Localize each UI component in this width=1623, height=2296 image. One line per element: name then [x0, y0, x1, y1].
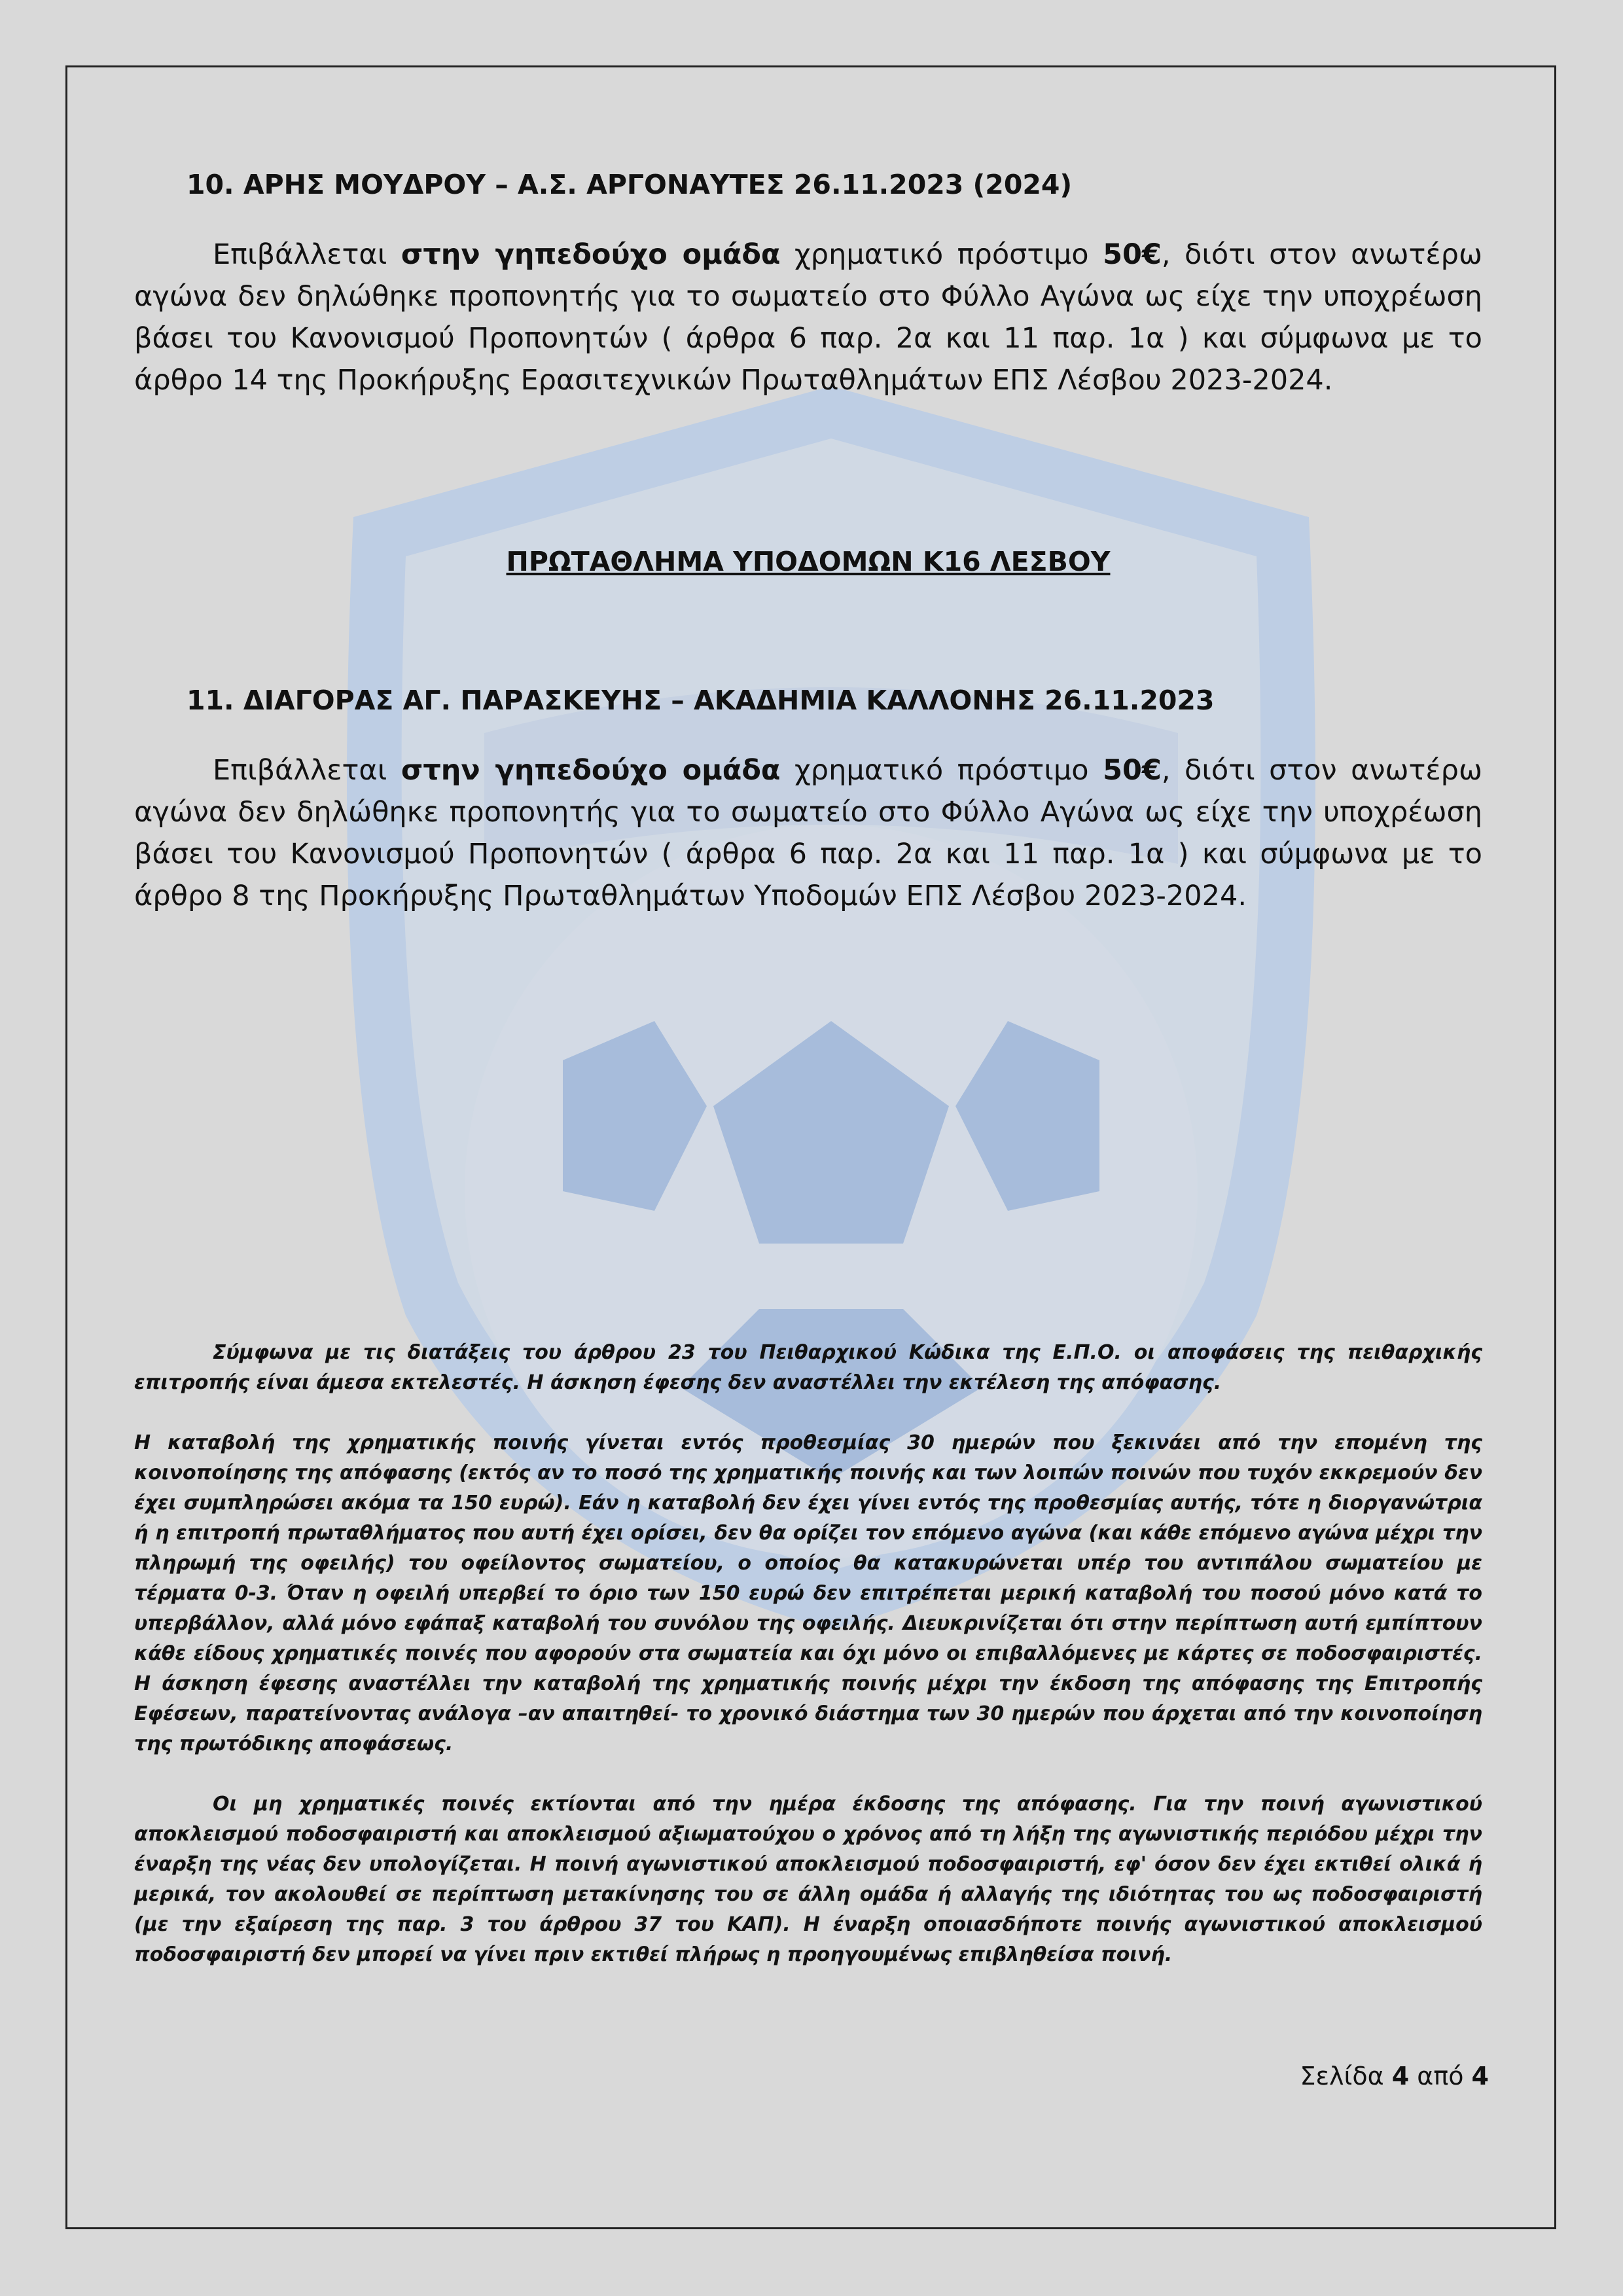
section-11-text-end: , διότι στον ανωτέρω αγώνα δεν δηλώθηκε προπονητής για το σωματείο στο Φύλλο Αγώνα ως είχε την υποχρέωση βάσει του Κανονισμού Προπονητών ( άρθρα 6 παρ. 2α και 11 παρ. 1α ) και σύμφωνα με το άρθρο 8 της Προκήρυξης Πρωταθλημάτων Υποδομών ΕΠΣ Λέσβου 2023-2024. [134, 754, 1482, 912]
section-11-bold-amount: 50€ [1103, 754, 1162, 787]
section-10-text-start: Επιβάλλεται [213, 238, 401, 271]
section-10-paragraph [134, 234, 1482, 401]
section-11-heading: 11. ΔΙΑΓΟΡΑΣ ΑΓ. ΠΑΡΑΣΚΕΥΗΣ – ΑΚΑΔΗΜΙΑ ΚΑΛΛΟΝΗΣ 26.11.2023 [187, 685, 1215, 716]
section-10-bold-amount: 50€ [1103, 238, 1162, 271]
section-10-bold-home-team: στην γηπεδούχο ομάδα [401, 238, 781, 271]
page-number [1300, 2062, 1489, 2090]
legal-note-3: Οι μη χρηματικές ποινές εκτίονται από την ημέρα έκδοσης της απόφασης. Για την ποινή αγωνιστικού αποκλεισμού ποδοσφαιριστή και αποκλεισμού αξιωματούχου ο χρόνος από τη λήξη της αγωνιστικής περιόδου μέχρι την έναρξη της νέας δεν υπολογίζεται. Η ποινή αγωνιστικού αποκλεισμού ποδοσφαιριστή, εφ' όσον δεν έχει εκτιθεί ολικά ή μερικά, τον ακολουθεί σε περίπτωση μετακίνησης του σε άλλη ομάδα ή αλλαγής της ιδιότητας του ως ποδοσφαιριστή (με την εξαίρεση της παρ. 3 του άρθρου 37 του ΚΑΠ). Η έναρξη οποιασδήποτε ποινής αγωνιστικού αποκλεισμού ποδοσφαιριστή δεν μπορεί να γίνει πριν εκτιθεί πλήρως η προηγουμένως επιβληθείσα ποινή. [134, 1793, 1482, 1966]
section-11-bold-home-team: στην γηπεδούχο ομάδα [401, 754, 781, 787]
section-11-paragraph [134, 749, 1482, 917]
section-11-text-start: Επιβάλλεται [213, 754, 401, 787]
legal-note-2: Η καταβολή της χρηματικής ποινής γίνεται εντός προθεσμίας 30 ημερών που ξεκινάει από την επομένη της κοινοποίησης της απόφασης (εκτός αν το ποσό της χρηματικής ποινής και των λοιπών ποινών που τυχόν εκκρεμούν δεν έχει συμπληρώσει ακόμα τα 150 ευρώ). Εάν η καταβολή δεν έχει γίνει εντός της προθεσμίας αυτής, τότε η διοργανώτρια ή η επιτροπή πρωταθλήματος που αυτή έχει ορίσει, δεν θα ορίζει τον επόμενο αγώνα (και κάθε επόμενο αγώνα μέχρι την πληρωμή της οφειλής) του οφείλοντος σωματείου, ο οποίος θα κατακυρώνεται υπέρ του αντιπάλου σωματείου με τέρματα 0-3. Όταν η οφειλή υπερβεί το όριο των 150 ευρώ δεν επιτρέπεται μερική καταβολή του ποσού μόνο κατά το υπερβάλλον, αλλά μόνο εφάπαξ καταβολή του συνόλου της οφειλής. Διευκρινίζεται ότι στην περίπτωση αυτή εμπίπτουν κάθε είδους χρηματικές ποινές που αφορούν στα σωματεία και όχι μόνο οι επιβαλλόμενες με κάρτες σε ποδοσφαιριστές. Η άσκηση έφεσης αναστέλλει την καταβολή της χρηματικής ποινής μέχρι την έκδοση της απόφασης της Επιτροπής Εφέσεων, παρατείνοντας ανάλογα –αν απαιτηθεί- το χρονικό διάστημα των 30 ημερών που άρχεται από την κοινοποίηση της πρωτόδικης αποφάσεως. [134, 1431, 1482, 1755]
championship-title: ΠΡΩΤΑΘΛΗΜΑ ΥΠΟΔΟΜΩΝ Κ16 ΛΕΣΒΟΥ [506, 546, 1111, 577]
page-total: 4 [1471, 2062, 1489, 2090]
section-10-heading: 10. ΑΡΗΣ ΜΟΥΔΡΟΥ – Α.Σ. ΑΡΓΟΝΑΥΤΕΣ 26.11.2023 (2024) [187, 169, 1073, 200]
section-10-text-mid: χρηματικό πρόστιμο [780, 238, 1103, 271]
page-label: Σελίδα [1300, 2062, 1392, 2090]
page-current: 4 [1391, 2062, 1410, 2090]
page-of-label: από [1409, 2062, 1472, 2090]
section-10-text-end: , διότι στον ανωτέρω αγώνα δεν δηλώθηκε προπονητής για το σωματείο στο Φύλλο Αγώνα ως είχε την υποχρέωση βάσει του Κανονισμού Προπονητών ( άρθρα 6 παρ. 2α και 11 παρ. 1α ) και σύμφωνα με το άρθρο 14 της Προκήρυξης Ερασιτεχνικών Πρωταθλημάτων ΕΠΣ Λέσβου 2023-2024. [134, 238, 1482, 397]
legal-note-1: Σύμφωνα με τις διατάξεις του άρθρου 23 του Πειθαρχικού Κώδικα της Ε.Π.Ο. οι αποφάσεις της πειθαρχικής επιτροπής είναι άμεσα εκτελεστές. Η άσκηση έφεσης δεν αναστέλλει την εκτέλεση της απόφασης. [134, 1341, 1482, 1394]
legal-notes [134, 1338, 1482, 2000]
section-11-text-mid: χρηματικό πρόστιμο [780, 754, 1103, 787]
